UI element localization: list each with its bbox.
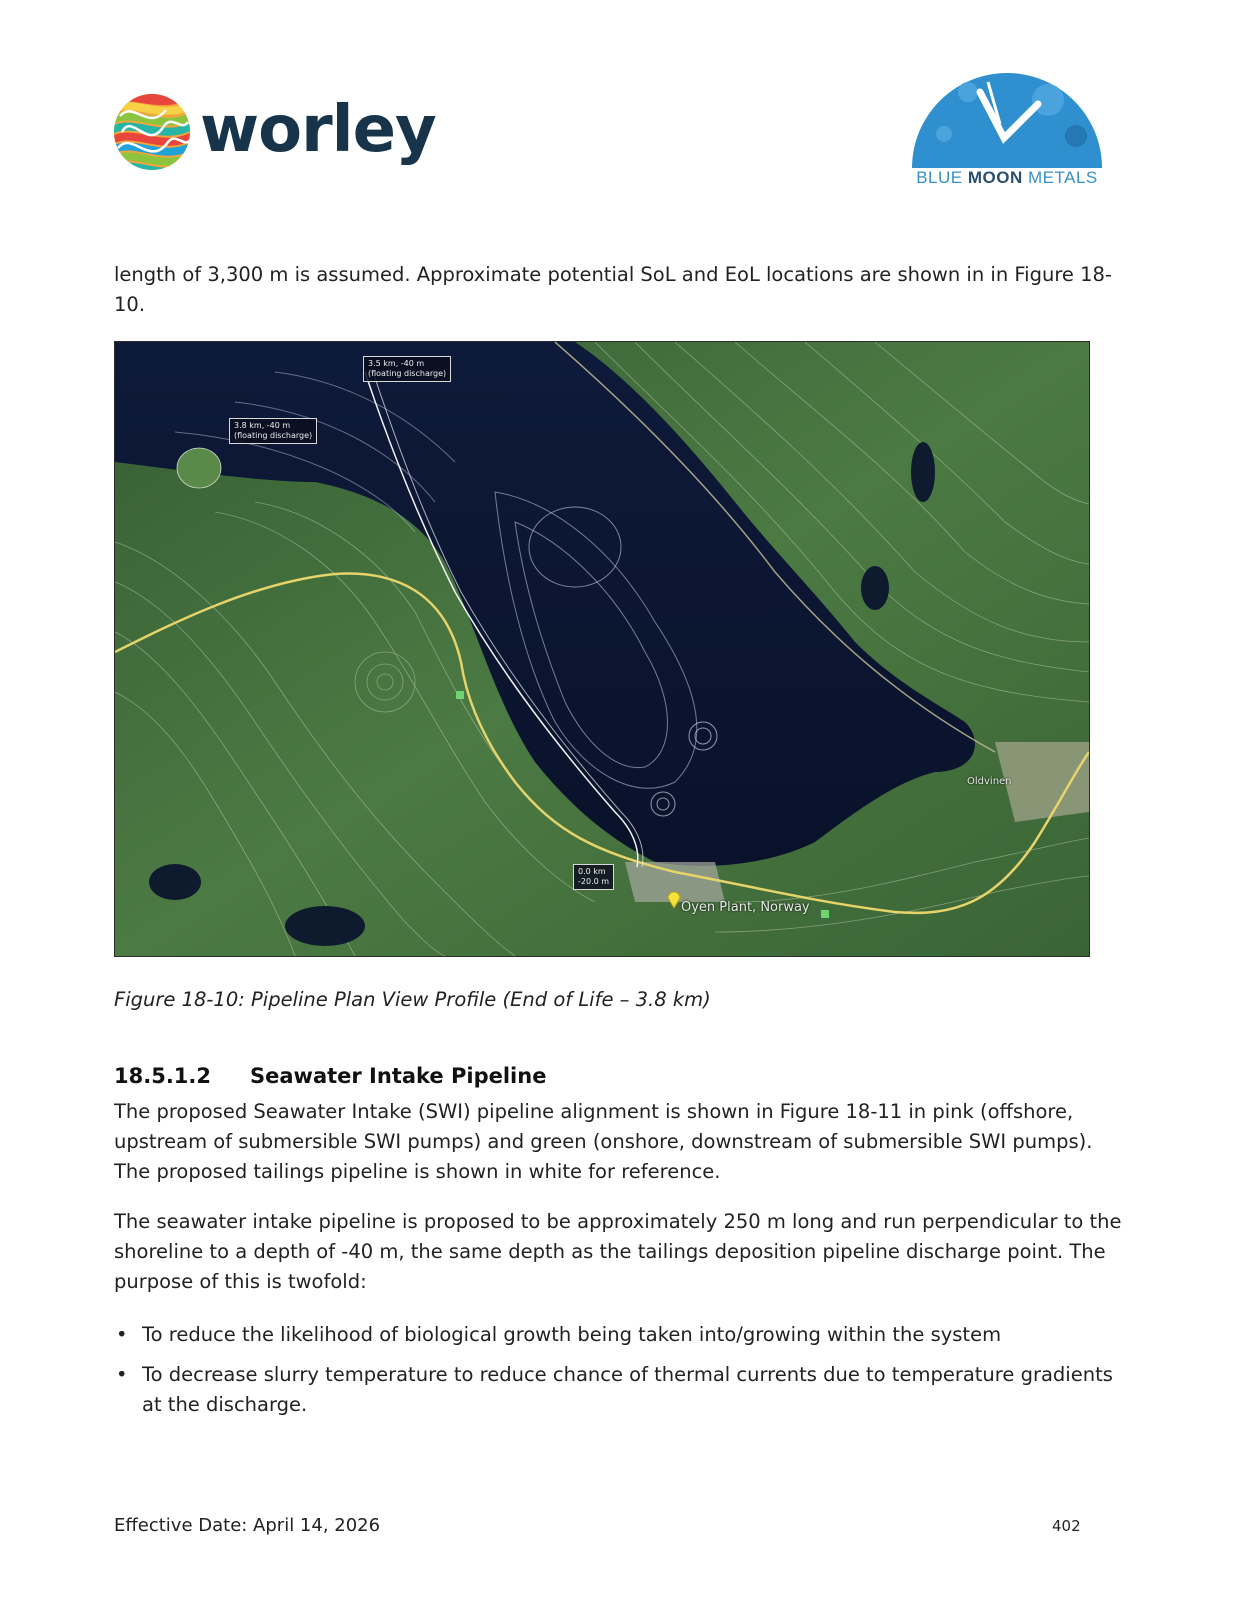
- worley-swirl-icon: [112, 92, 192, 172]
- footer-page-number: 402: [1052, 1517, 1081, 1535]
- seawater-paragraph: The seawater intake pipeline is proposed to be approximately 250 m long and run perpendicular to the shoreline to a depth of -40 m, the same depth as the tailings deposition pipeline discharge point. The purpose of this is twofold:: [114, 1210, 1122, 1293]
- map-plant-label: Oyen Plant, Norway: [681, 900, 810, 915]
- worley-logo: [112, 88, 452, 178]
- bullet-dot-icon: •: [116, 1363, 128, 1386]
- figure-caption: Figure 18-10: Pipeline Plan View Profile (End of Life – 3.8 km): [114, 988, 711, 1011]
- bmm-wordmark: BLUE MOON METALS: [916, 168, 1098, 187]
- bullet-dot-icon: •: [116, 1323, 128, 1346]
- pipeline-plan-view-map: [114, 341, 1090, 957]
- list-item: • To decrease slurry temperature to reduce chance of thermal currents due to temperature gradients at the discharge.: [114, 1360, 1124, 1420]
- footer-effective-date: Effective Date: April 14, 2026: [114, 1515, 381, 1536]
- map-label-3-5km: 3.5 km, -40 m (floating discharge): [363, 356, 451, 382]
- purpose-bullet-list: [114, 1320, 1124, 1430]
- section-number: 18.5.1.2: [114, 1064, 211, 1088]
- list-item: • To reduce the likelihood of biological growth being taken into/growing within the system: [114, 1320, 1124, 1350]
- map-label-3-8km: 3.8 km, -40 m (floating discharge): [229, 418, 317, 444]
- blue-moon-metals-logo: [898, 64, 1116, 190]
- worley-wordmark: worley: [200, 93, 436, 167]
- moon-dome-icon: [908, 64, 1106, 168]
- map-place-label: Oldvinen: [967, 776, 1012, 787]
- map-label-0-0km: 0.0 km -20.0 m: [573, 864, 614, 890]
- section-title: Seawater Intake Pipeline: [250, 1064, 547, 1088]
- swi-paragraph: The proposed Seawater Intake (SWI) pipeline alignment is shown in Figure 18-11 in pink (offshore, upstream of submersible SWI pumps) and green (onshore, downstream of submersible SWI pumps). The proposed tailings pipeline is shown in white for reference.: [114, 1100, 1093, 1183]
- intro-paragraph: length of 3,300 m is assumed. Approximate potential SoL and EoL locations are shown in in Figure 18-10.: [114, 263, 1112, 316]
- section-heading: [114, 1064, 546, 1088]
